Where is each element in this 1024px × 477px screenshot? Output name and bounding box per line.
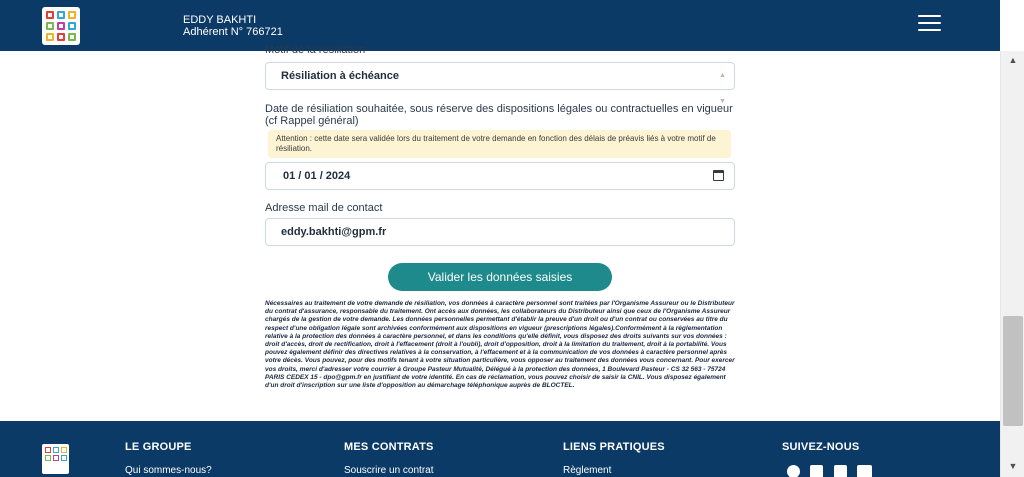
submit-button[interactable]: Valider les données saisies xyxy=(388,263,612,291)
top-header xyxy=(0,0,1000,51)
youtube-icon[interactable] xyxy=(857,465,872,477)
legal-notice: Nécessaires au traitement de votre demande de résiliation, vos données à caractère personnel sont traitées par l'Organisme Assureur ou le Distributeur du contrat d'assurance, responsable du traitement. Ont accès aux données, les collaborateurs du Distributeur ainsi que ceux de l'Organisme Assureur chargés de la gestion de votre demande. Les données personnelles permettant d'établir la preuve d'un droit ou d'un contrat ou conservées au titre du respect d'une obligation légale sont archivées conformément aux dispositions en vigueur (prescriptions légales).Conformément à la réglementation relative à la protection des données à caractère personnel, et dans les conditions qu'elle définit, vous disposez des droits suivants sur vos données : droit d'accès, droit de rectification, droit à l'effacement (droit à l'oubli), droit d'opposition, droit à la limitation du traitement, droit à la portabilité. Vous pouvez également définir des directives relatives à la conservation, à l'effacement et à la communication de vos données à caractère personnel après votre décès. Vous pouvez, pour des motifs tenant à votre situation particulière, vous opposer au traitement des données vous concernant. Pour exercer vos droits, merci d'adresser votre courrier à Groupe Pasteur Mutualité, Délégué à la protection des données, 1 Boulevard Pasteur - CS 32 563 - 75724 PARIS CEDEX 15 - dpo@gpm.fr en justifiant de votre identité. En cas de réclamation, vous pouvez choisir de saisir la CNIL. Vous disposez également d'un droit d'inscription sur une liste d'opposition au démarchage téléphonique auprès de BLOCTEL. xyxy=(265,300,735,390)
motif-select[interactable] xyxy=(265,62,735,105)
linkedin-icon[interactable] xyxy=(834,465,847,477)
user-name: EDDY BAKHTI xyxy=(183,14,257,26)
footer xyxy=(0,421,1000,477)
calendar-icon[interactable] xyxy=(713,170,724,181)
footer-title-groupe: LE GROUPE xyxy=(125,441,192,453)
date-label: Date de résiliation souhaitée, sous réserve des dispositions légales ou contractuelles en vigueur (cf Rappel général) xyxy=(265,103,733,127)
footer-link-qui-sommes-nous[interactable]: Qui sommes-nous? xyxy=(125,465,212,476)
termination-form xyxy=(0,44,1000,421)
footer-link-reglement[interactable]: Règlement xyxy=(563,465,612,476)
footer-logo[interactable] xyxy=(42,444,69,474)
scrollbar-thumb[interactable] xyxy=(1003,316,1023,426)
scroll-up-icon[interactable]: ▲ xyxy=(1008,55,1018,65)
gpm-logo[interactable] xyxy=(42,7,80,45)
footer-title-liens: LIENS PRATIQUES xyxy=(563,441,665,453)
warning-notice: Attention : cette date sera validée lors du traitement de votre demande en fonction des délais de préavis liés à votre motif de résiliation. xyxy=(268,130,731,158)
facebook-icon[interactable] xyxy=(787,465,800,477)
footer-title-contrats: MES CONTRATS xyxy=(344,441,434,453)
email-value: eddy.bakhti@gpm.fr xyxy=(281,226,387,238)
scroll-down-icon[interactable]: ▼ xyxy=(1008,461,1018,471)
member-number: Adhérent N° 766721 xyxy=(183,26,283,38)
twitter-icon[interactable] xyxy=(810,465,823,477)
motif-label: Motif de la résiliation xyxy=(265,44,366,56)
motif-value: Résiliation à échéance xyxy=(281,70,399,82)
footer-link-souscrire[interactable]: Souscrire un contrat xyxy=(344,465,434,476)
footer-title-suivez: SUIVEZ-NOUS xyxy=(782,441,860,453)
email-field[interactable] xyxy=(265,218,735,246)
email-label: Adresse mail de contact xyxy=(265,202,383,214)
date-value: 01 / 01 / 2024 xyxy=(283,170,351,182)
page-scrollbar[interactable] xyxy=(1000,51,1024,477)
user-info xyxy=(183,14,283,38)
date-input[interactable] xyxy=(265,162,735,190)
hamburger-icon[interactable] xyxy=(918,15,941,33)
chevron-down-icon: ▲ ▼ xyxy=(719,72,726,105)
